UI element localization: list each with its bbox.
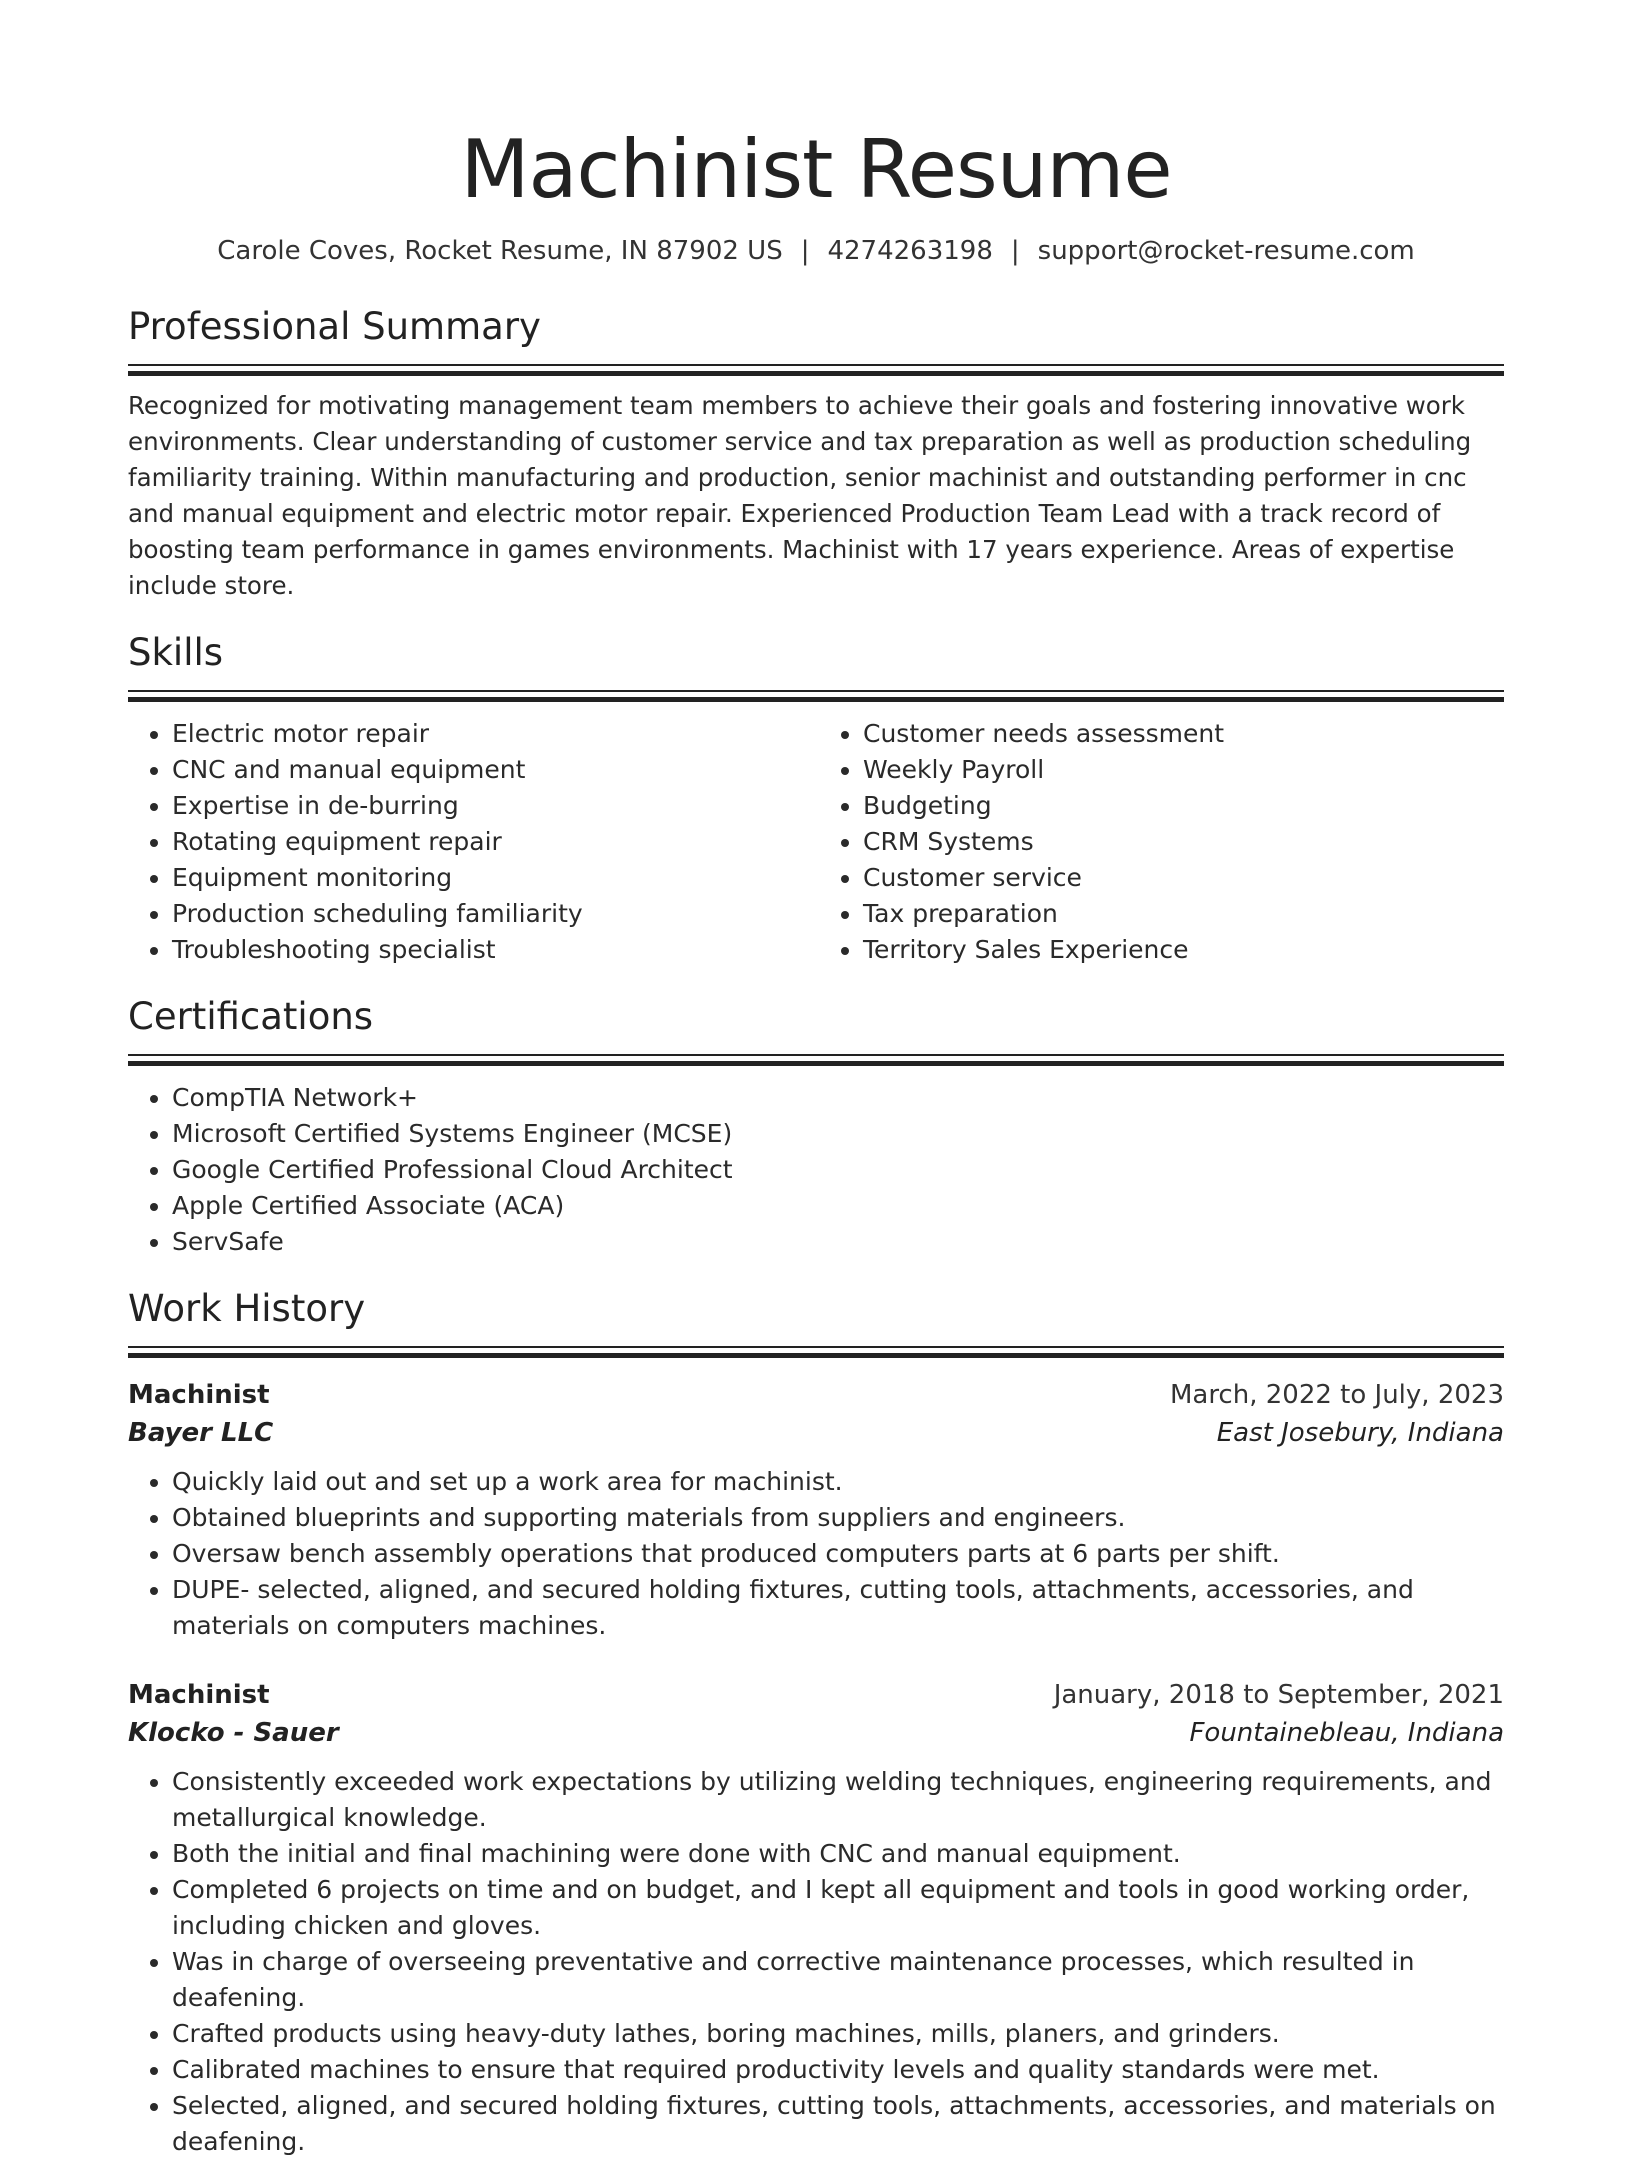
summary-heading: Professional Summary bbox=[128, 305, 541, 348]
section-divider bbox=[128, 1346, 1504, 1358]
skill-item: • Electric motor repair bbox=[172, 716, 816, 752]
job-bullet: • Obtained blueprints and supporting materials from suppliers and engineers. bbox=[172, 1500, 1504, 1536]
contact-phone: 4274263198 bbox=[827, 236, 993, 266]
skill-item: • CRM Systems bbox=[863, 824, 1504, 860]
contact-separator: | bbox=[1010, 236, 1020, 266]
job-location: Fountainebleau, Indiana bbox=[1189, 1718, 1504, 1748]
job-bullets bbox=[128, 1764, 1504, 2160]
skills-section bbox=[128, 630, 1504, 968]
skill-item: • Expertise in de-burring bbox=[172, 788, 816, 824]
certification-item: • ServSafe bbox=[172, 1224, 1504, 1260]
skill-item: • Equipment monitoring bbox=[172, 860, 816, 896]
job-company: Bayer LLC bbox=[128, 1418, 274, 1448]
skills-heading: Skills bbox=[128, 631, 224, 674]
skill-item: • Troubleshooting specialist bbox=[172, 932, 816, 968]
skill-item: • Production scheduling familiarity bbox=[172, 896, 816, 932]
job-dates: January, 2018 to September, 2021 bbox=[1053, 1680, 1504, 1710]
summary-section bbox=[128, 304, 1504, 604]
summary-text: Recognized for motivating management team members to achieve their goals and fostering innovative work environments. Clear understanding of customer service and tax preparation as well as production scheduling familiarity training. Within manufacturing and production, senior machinist and outstanding performer in cnc and manual equipment and electric motor repair. Experienced Production Team Lead with a track record of boosting team performance in games environments. Machinist with 17 years experience. Areas of expertise include store. bbox=[128, 391, 1472, 600]
job-location: East Josebury, Indiana bbox=[1216, 1418, 1504, 1448]
job-subheader bbox=[128, 1714, 1504, 1752]
job-bullet: • Crafted products using heavy-duty lathes, boring machines, mills, planers, and grinders. bbox=[172, 2016, 1504, 2052]
job-subheader bbox=[128, 1414, 1504, 1452]
skill-item: • Customer service bbox=[863, 860, 1504, 896]
certification-item: • Google Certified Professional Cloud Architect bbox=[172, 1152, 1504, 1188]
contact-line bbox=[128, 234, 1504, 268]
skill-item: • Rotating equipment repair bbox=[172, 824, 816, 860]
skill-item: • Weekly Payroll bbox=[863, 752, 1504, 788]
job-bullet: • Quickly laid out and set up a work area for machinist. bbox=[172, 1464, 1504, 1500]
section-divider bbox=[128, 690, 1504, 702]
certifications-list bbox=[128, 1080, 1504, 1260]
skill-item: • Customer needs assessment bbox=[863, 716, 1504, 752]
section-divider bbox=[128, 364, 1504, 376]
job-title: Machinist bbox=[128, 1680, 270, 1710]
job-bullet: • Consistently exceeded work expectations by utilizing welding techniques, engineering requirements, and metallurgical knowledge. bbox=[172, 1764, 1504, 1836]
skills-columns bbox=[128, 716, 1504, 968]
skill-item: • Budgeting bbox=[863, 788, 1504, 824]
job-bullet: • Both the initial and final machining were done with CNC and manual equipment. bbox=[172, 1836, 1504, 1872]
skills-list-left bbox=[128, 716, 816, 968]
job-title: Machinist bbox=[128, 1380, 270, 1410]
skills-list-right bbox=[816, 716, 1504, 968]
certification-item: • CompTIA Network+ bbox=[172, 1080, 1504, 1116]
resume-page bbox=[128, 0, 1504, 2160]
job-company: Klocko - Sauer bbox=[128, 1718, 339, 1748]
job-bullet: • Selected, aligned, and secured holding fixtures, cutting tools, attachments, accessories, and materials on deafening. bbox=[172, 2088, 1504, 2160]
contact-email[interactable]: support@rocket-resume.com bbox=[1037, 236, 1415, 266]
job-header bbox=[128, 1676, 1504, 1714]
job-bullet: • Calibrated machines to ensure that required productivity levels and quality standards were met. bbox=[172, 2052, 1504, 2088]
skill-item: • Tax preparation bbox=[863, 896, 1504, 932]
contact-separator: | bbox=[800, 236, 810, 266]
job-bullet: • Oversaw bench assembly operations that produced computers parts at 6 parts per shift. bbox=[172, 1536, 1504, 1572]
certifications-section bbox=[128, 994, 1504, 1260]
work-history-section bbox=[128, 1286, 1504, 2160]
section-divider bbox=[128, 1054, 1504, 1066]
skill-item: • Territory Sales Experience bbox=[863, 932, 1504, 968]
work-history-heading: Work History bbox=[128, 1287, 366, 1330]
skill-item: • CNC and manual equipment bbox=[172, 752, 816, 788]
job-entry bbox=[128, 1676, 1504, 2160]
job-bullet: • DUPE- selected, aligned, and secured holding fixtures, cutting tools, attachments, accessories, and materials on computers machines. bbox=[172, 1572, 1504, 1644]
job-dates: March, 2022 to July, 2023 bbox=[1169, 1380, 1504, 1410]
certification-item: • Apple Certified Associate (ACA) bbox=[172, 1188, 1504, 1224]
resume-title: Machinist Resume bbox=[460, 123, 1172, 216]
contact-address: Carole Coves, Rocket Resume, IN 87902 US bbox=[217, 236, 783, 266]
job-bullet: • Completed 6 projects on time and on budget, and I kept all equipment and tools in good working order, including chicken and gloves. bbox=[172, 1872, 1504, 1944]
job-entry bbox=[128, 1376, 1504, 1644]
job-header bbox=[128, 1376, 1504, 1414]
job-bullets bbox=[128, 1464, 1504, 1644]
job-bullet: • Was in charge of overseeing preventative and corrective maintenance processes, which resulted in deafening. bbox=[172, 1944, 1504, 2016]
certifications-heading: Certifications bbox=[128, 995, 374, 1038]
certification-item: • Microsoft Certified Systems Engineer (MCSE) bbox=[172, 1116, 1504, 1152]
